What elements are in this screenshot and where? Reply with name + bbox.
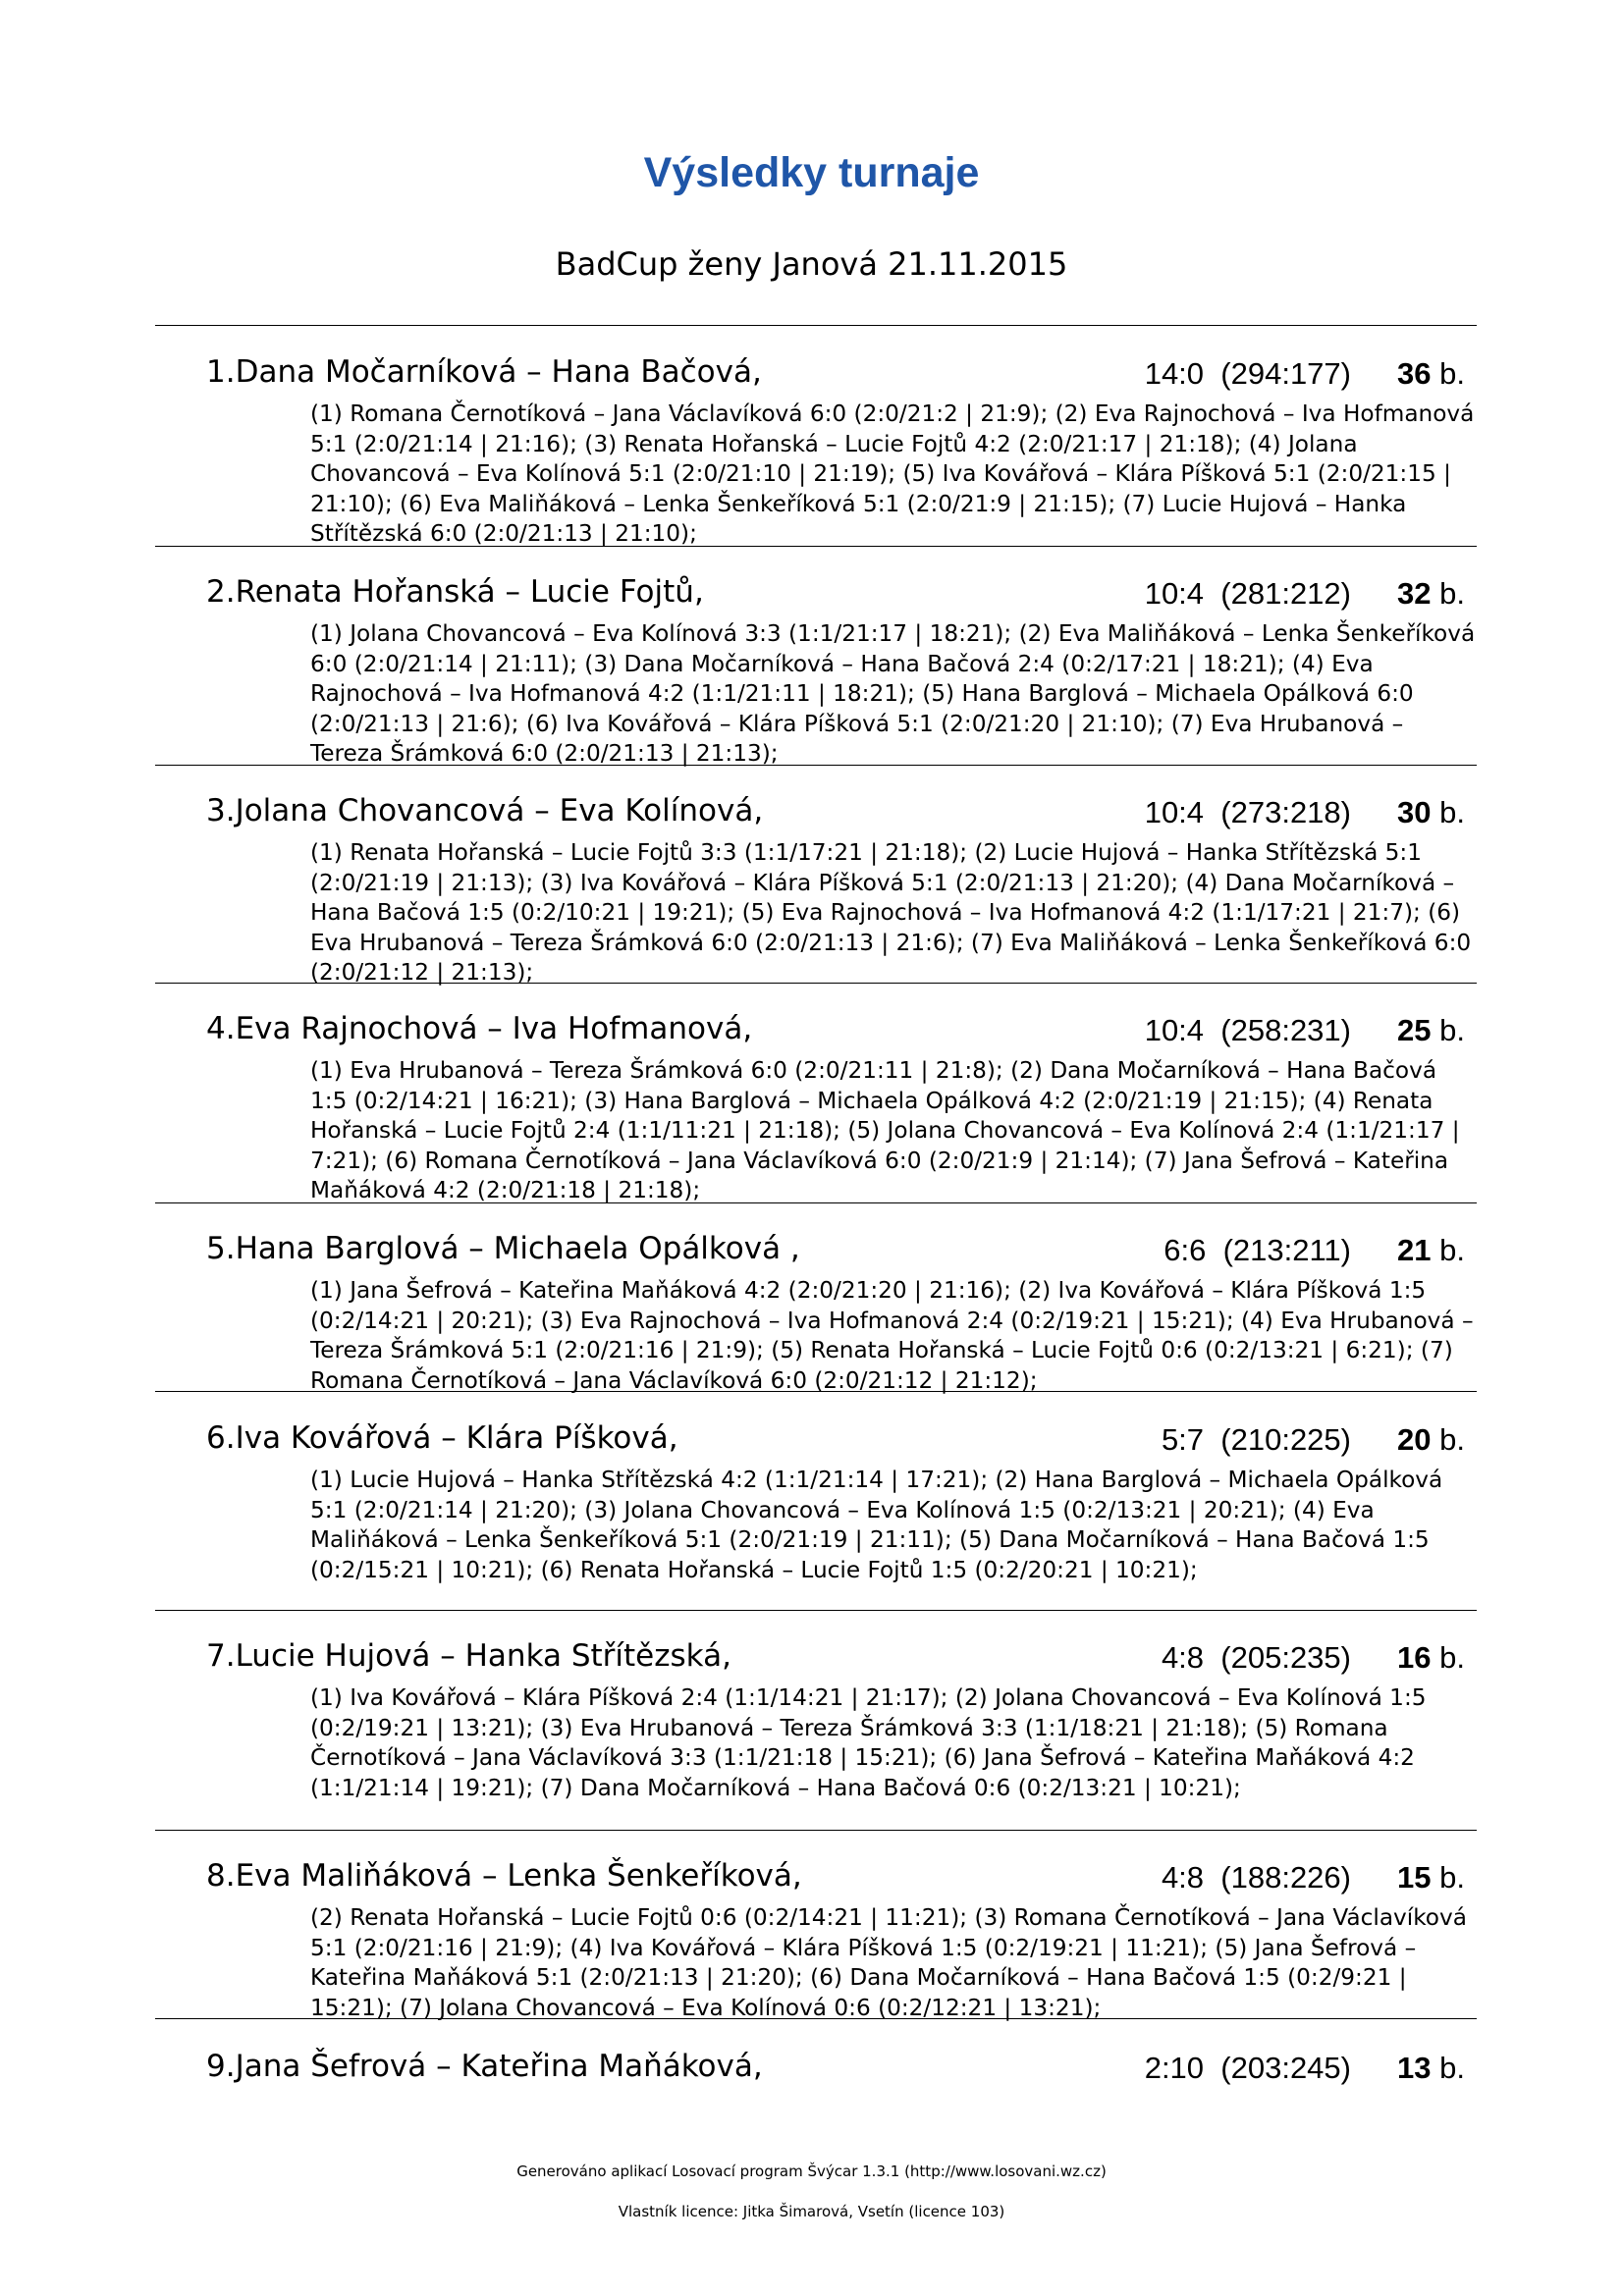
divider (155, 325, 1477, 326)
divider (155, 983, 1477, 984)
match-score: 10:4 (281:212) (1144, 576, 1351, 611)
match-score: 4:8 (205:235) (1161, 1640, 1351, 1675)
points: 16 b. (1397, 1640, 1465, 1675)
match-details: (2) Renata Hořanská – Lucie Fojtů 0:6 (0:2/14:21 | 11:21); (3) Romana Černotíková – Jana Václavíková 5:1 (2:0/21:16 | 21:9); (4) Iva Kovářová – Klára Píšková 1:5 (0:2/19:21 | 11:21); (5) Jana Šefrová – Kateřina Maňáková 5:1 (2:0/21:13 | 21:20); (6) Dana Močarníková – Hana Bačová 1:5 (0:2/9:21 | 15:21); (7) Jolana Chovancová – Eva Kolínová 0:6 (0:2/12:21 | 13:21); (310, 1904, 1467, 2021)
match-details: (1) Jana Šefrová – Kateřina Maňáková 4:2 (2:0/21:20 | 21:16); (2) Iva Kovářová – Klára Píšková 1:5 (0:2/14:21 | 20:21); (3) Eva Rajnochová – Iva Hofmanová 2:4 (0:2/19:21 | 15:21); (4) Eva Hrubanová – Tereza Šrámková 5:1 (2:0/21:16 | 21:9); (5) Renata Hořanská – Lucie Fojtů 0:6 (0:2/13:21 | 6:21); (7) Romana Černotíková – Jana Václavíková 6:0 (2:0/21:12 | 21:12); (310, 1277, 1474, 1394)
divider (155, 1202, 1477, 1203)
result-entry-8 (155, 1858, 1477, 2023)
result-entry-4 (155, 1011, 1477, 1206)
match-score: 10:4 (273:218) (1144, 795, 1351, 829)
match-details: (1) Romana Černotíková – Jana Václavíková 6:0 (2:0/21:2 | 21:9); (2) Eva Rajnochová – Iva Hofmanová 5:1 (2:0/21:14 | 21:16); (3) Renata Hořanská – Lucie Fojtů 4:2 (2:0/21:17 | 21:18); (4) Jolana Chovancová – Eva Kolínová 5:1 (2:0/21:10 | 21:19); (5) Iva Kovářová – Klára Píšková 5:1 (2:0/21:15 | 21:10); (6) Eva Maliňáková – Lenka Šenkeříková 5:1 (2:0/21:9 | 21:15); (7) Lucie Hujová – Hanka Střítězská 6:0 (2:0/21:13 | 21:10); (310, 400, 1475, 547)
result-entry-6 (155, 1420, 1477, 1585)
match-score: 10:4 (258:231) (1144, 1013, 1351, 1047)
divider (155, 765, 1477, 766)
points: 21 b. (1397, 1233, 1465, 1267)
result-entry-3 (155, 793, 1477, 988)
team-name: 5.Hana Barglová – Michaela Opálková , (206, 1231, 800, 1266)
points: 13 b. (1397, 2051, 1465, 2085)
match-score: 6:6 (213:211) (1163, 1233, 1351, 1267)
page-title: Výsledky turnaje (643, 149, 980, 196)
match-score: 4:8 (188:226) (1161, 1860, 1351, 1895)
result-entry-1 (155, 354, 1477, 550)
points: 30 b. (1397, 795, 1465, 829)
team-name: 2.Renata Hořanská – Lucie Fojtů, (206, 574, 704, 610)
points: 15 b. (1397, 1860, 1465, 1895)
team-name: 4.Eva Rajnochová – Iva Hofmanová, (206, 1011, 753, 1046)
match-details: (1) Lucie Hujová – Hanka Střítězská 4:2 (1:1/21:14 | 17:21); (2) Hana Barglová – Michaela Opálková 5:1 (2:0/21:14 | 21:20); (3) Jolana Chovancová – Eva Kolínová 1:5 (0:2/13:21 | 20:21); (4) Eva Maliňáková – Lenka Šenkeříková 5:1 (2:0/21:19 | 21:11); (5) Dana Močarníková – Hana Bačová 1:5 (0:2/15:21 | 10:21); (6) Renata Hořanská – Lucie Fojtů 1:5 (0:2/20:21 | 10:21); (310, 1467, 1443, 1583)
team-name: 8.Eva Maliňáková – Lenka Šenkeříková, (206, 1858, 802, 1894)
team-name: 7.Lucie Hujová – Hanka Střítězská, (206, 1638, 731, 1674)
team-name: 6.Iva Kovářová – Klára Píšková, (206, 1420, 678, 1456)
team-name: 9.Jana Šefrová – Kateřina Maňáková, (206, 2049, 763, 2084)
match-score: 14:0 (294:177) (1144, 356, 1351, 391)
footer-license: Vlastník licence: Jitka Šimarová, Vsetín (licence 103) (618, 2203, 1005, 2220)
match-details: (1) Renata Hořanská – Lucie Fojtů 3:3 (1:1/17:21 | 21:18); (2) Lucie Hujová – Hanka Střítězská 5:1 (2:0/21:19 | 21:13); (3) Iva Kovářová – Klára Píšková 5:1 (2:0/21:13 | 21:20); (4) Dana Močarníková – Hana Bačová 1:5 (0:2/10:21 | 19:21); (5) Eva Rajnochová – Iva Hofmanová 4:2 (1:1/17:21 | 21:7); (6) Eva Hrubanová – Tereza Šrámková 6:0 (2:0/21:13 | 21:6); (7) Eva Maliňáková – Lenka Šenkeříková 6:0 (2:0/21:12 | 21:13); (310, 839, 1472, 986)
result-entry-7 (155, 1638, 1477, 1803)
footer-generated: Generováno aplikací Losovací program Švýcar 1.3.1 (http://www.losovani.wz.cz) (516, 2163, 1107, 2180)
points: 32 b. (1397, 576, 1465, 611)
match-details: (1) Jolana Chovancová – Eva Kolínová 3:3 (1:1/21:17 | 18:21); (2) Eva Maliňáková – Lenka Šenkeříková 6:0 (2:0/21:14 | 21:11); (3) Dana Močarníková – Hana Bačová 2:4 (0:2/17:21 | 18:21); (4) Eva Rajnochová – Iva Hofmanová 4:2 (1:1/21:11 | 18:21); (5) Hana Barglová – Michaela Opálková 6:0 (2:0/21:13 | 21:6); (6) Iva Kovářová – Klára Píšková 5:1 (2:0/21:20 | 21:10); (7) Eva Hrubanová – Tereza Šrámková 6:0 (2:0/21:13 | 21:13); (310, 620, 1476, 767)
points: 25 b. (1397, 1013, 1465, 1047)
divider (155, 1830, 1477, 1831)
team-name: 3.Jolana Chovancová – Eva Kolínová, (206, 793, 764, 828)
divider (155, 1610, 1477, 1611)
page-subtitle: BadCup ženy Janová 21.11.2015 (555, 245, 1068, 283)
divider (155, 2018, 1477, 2019)
match-details: (1) Iva Kovářová – Klára Píšková 2:4 (1:1/14:21 | 21:17); (2) Jolana Chovancová – Eva Kolínová 1:5 (0:2/19:21 | 13:21); (3) Eva Hrubanová – Tereza Šrámková 3:3 (1:1/18:21 | 21:18); (5) Romana Černotíková – Jana Václavíková 3:3 (1:1/21:18 | 15:21); (6) Jana Šefrová – Kateřina Maňáková 4:2 (1:1/21:14 | 19:21); (7) Dana Močarníková – Hana Bačová 0:6 (0:2/13:21 | 10:21); (310, 1684, 1427, 1801)
points: 36 b. (1397, 356, 1465, 391)
divider (155, 546, 1477, 547)
match-score: 2:10 (203:245) (1144, 2051, 1351, 2085)
result-entry-2 (155, 574, 1477, 770)
match-score: 5:7 (210:225) (1161, 1422, 1351, 1457)
match-details: (1) Eva Hrubanová – Tereza Šrámková 6:0 (2:0/21:11 | 21:8); (2) Dana Močarníková – Hana Bačová 1:5 (0:2/14:21 | 16:21); (3) Hana Barglová – Michaela Opálková 4:2 (2:0/21:19 | 21:15); (4) Renata Hořanská – Lucie Fojtů 2:4 (1:1/11:21 | 21:18); (5) Jolana Chovancová – Eva Kolínová 2:4 (1:1/21:17 | 7:21); (6) Romana Černotíková – Jana Václavíková 6:0 (2:0/21:9 | 21:14); (7) Jana Šefrová – Kateřina Maňáková 4:2 (2:0/21:18 | 21:18); (310, 1057, 1460, 1203)
result-entry-5 (155, 1231, 1477, 1396)
points: 20 b. (1397, 1422, 1465, 1457)
team-name: 1.Dana Močarníková – Hana Bačová, (206, 354, 762, 390)
divider (155, 1391, 1477, 1392)
result-entry-9 (155, 2049, 1477, 2092)
